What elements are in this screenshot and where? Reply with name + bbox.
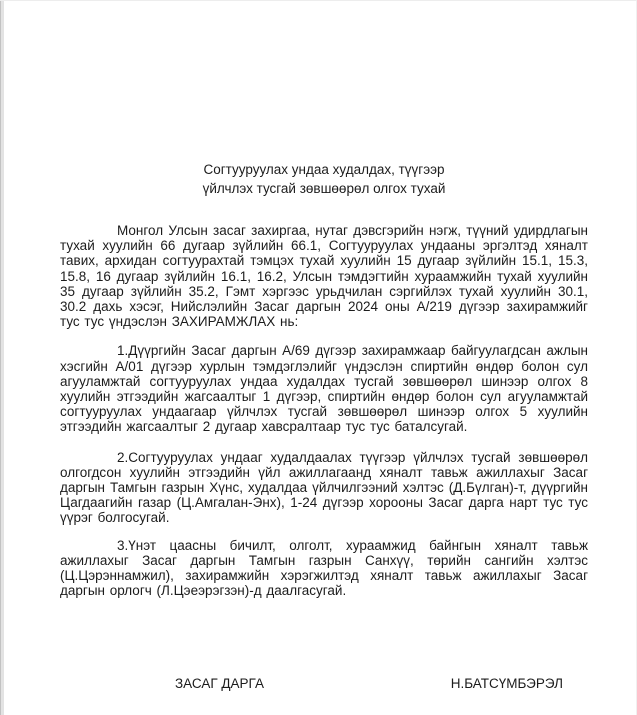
document-title-line-2: үйлчлэх тусгай зөвшөөрөл олгох тухай — [202, 181, 446, 196]
document-content — [60, 1, 588, 692]
signature-name: Н.БАТСҮМБЭРЭЛ — [450, 676, 563, 692]
page-left-edge-strip — [0, 1, 4, 715]
document-title-line-1: Согтууруулах ундаа худалдах, түүгээр — [203, 162, 445, 177]
signature-row — [60, 676, 588, 691]
document-title — [60, 160, 588, 198]
paragraph-item-3: 3.Үнэт цаасны бичилт, олголт, хураамжид байнгын хяналт тавьж ажиллахыг Засаг даргын Тамгын газрын Санхүү, төрийн сангийн хэлтэс (Ц.Цэрэннамжил), захирамжийн хэрэгжилтэд хяналт тавьж ажиллахыг Засаг даргын орлогч (Л.Цэеэрэгзэн)-д даалгасугай. — [60, 537, 588, 599]
paragraph-preamble: Монгол Улсын засаг захиргаа, нутаг дэвсгэрийн нэгж, түүний удирдлагын тухай хуулийн 66 дугаар зүйлийн 66.1, Согтууруулах ундааны эргэлтэд хяналт тавих, архидан согтуурахтай тэмцэх тухай хуулийн 15 дугаар зүйлийн 15.1, 15.3, 15.8, 16 дугаар зүйлийн 16.1, 16.2, Улсын тэмдэгтийн хураамжийн тухай хуулийн 35 дугаар зүйлийн 35.2, Гэмт хэргээс урьдчилан сэргийлэх тухай хуулийн 30.1, 30.2 дахь хэсэг, Нийслэлийн Засаг даргын 2024 оны А/219 дүгээр захирамжийг тус тус үндэслэн ЗАХИРАМЖЛАХ нь: — [60, 223, 588, 330]
paragraph-item-2: 2.Согтууруулах ундааг худалдаалах түүгээр үйлчлэх тусгай зөвшөөрөл олгогдсон хуулийн этгээдийн үйл ажиллагаанд хяналт тавьж ажиллахыг Засаг даргын Тамгын газрын Хүнс, худалдаа үйлчилгээний хэлтэс (Д.Бүлган)-т, дүүргийн Цагдаагийн газар (Ц.Амгалан-Энх), 1-24 дүгээр хорооны Засаг дарга нарт тус тус үүрэг болгосугай. — [60, 449, 588, 526]
paragraph-item-1: 1.Дүүргийн Засаг даргын А/69 дүгээр захирамжаар байгуулагдсан ажлын хэсгийн А/01 дүгээр хурлын тэмдэглэлийг үндэслэн спиртийн өндөр болон сул агууламжтай согтууруулах ундаа худалдах тусгай зөвшөөрөл шинээр олгох 8 хуулийн этгээдийн жагсаалтыг 1 дүгээр, спиртийн өндөр болон сул агууламжтай согтууруулах ундаагаар үйлчлэх тусгай зөвшөөрөл шинээр олгох 5 хуулийн этгээдийн жагсаалтыг 2 дугаар хавсралтаар тус тус баталсугай. — [60, 343, 588, 435]
signature-position-label: ЗАСАГ ДАРГА — [175, 676, 264, 692]
